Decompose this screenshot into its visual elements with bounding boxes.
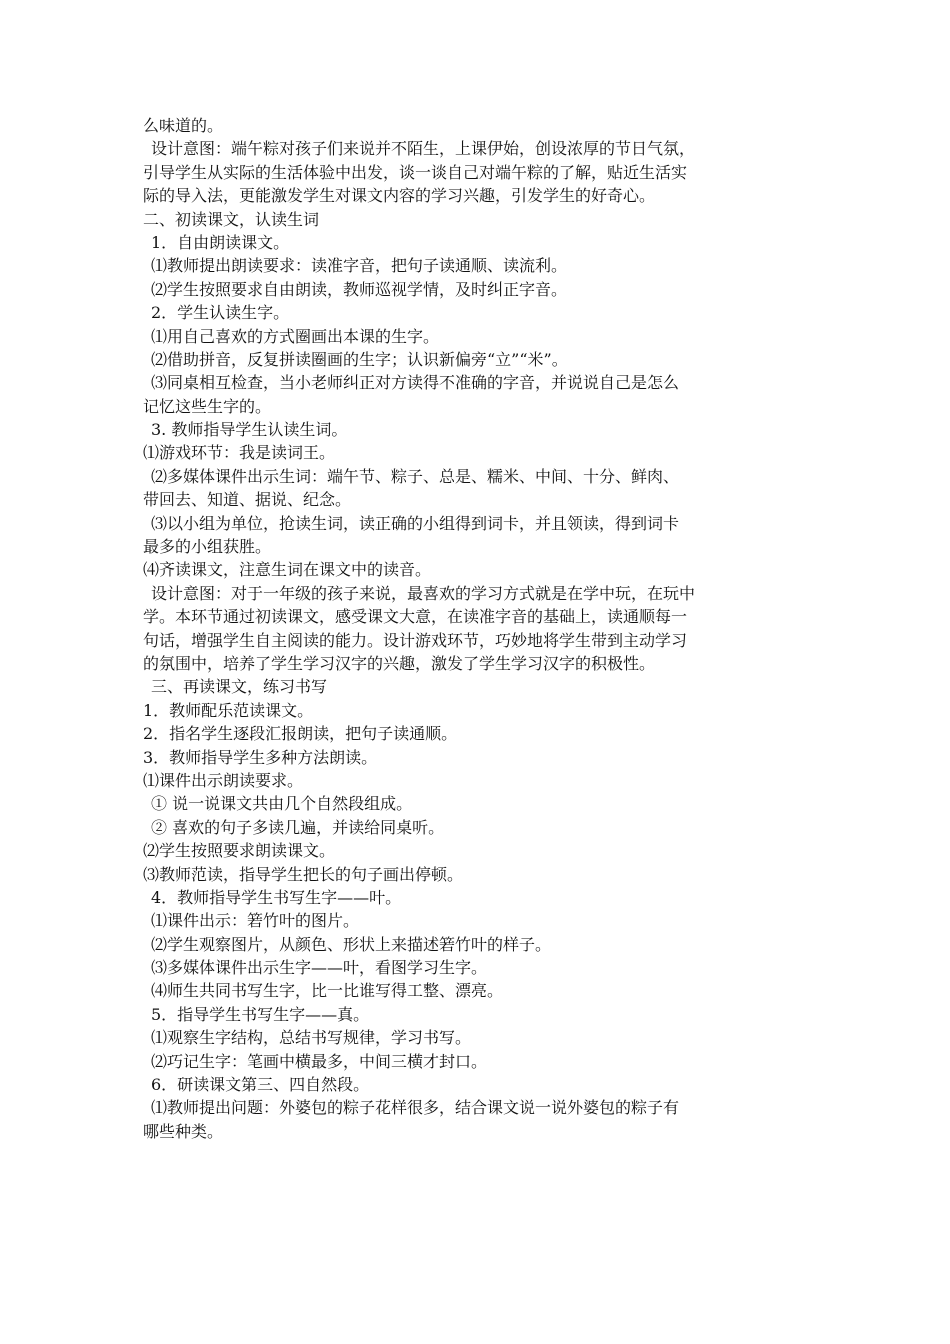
- text-line: 的氛围中，培养了学生学习汉字的兴趣，激发了学生学习汉字的积极性。: [143, 653, 656, 673]
- text-line: ⑶以小组为单位，抢读生词，读正确的小组得到词卡，并且领读，得到词卡: [151, 513, 680, 533]
- text-line: ⑵借助拼音，反复拼读圈画的生字；认识新偏旁“立”“米”。: [151, 349, 568, 369]
- section-heading: 二、初读课文，认读生词: [143, 209, 320, 229]
- text-line: ⑵学生按照要求自由朗读，教师巡视学情，及时纠正字音。: [151, 279, 568, 299]
- text-line: ⑶教师范读，指导学生把长的句子画出停顿。: [143, 864, 464, 884]
- text-line: ⑶同桌相互检查，当小老师纠正对方读得不准确的字音，并说说自己是怎么: [151, 373, 680, 393]
- text-line: 带回去、知道、据说、纪念。: [143, 490, 352, 510]
- text-line: 设计意图：端午粽对孩子们来说并不陌生，上课伊始，创设浓厚的节日气氛，: [151, 139, 696, 159]
- text-line: 设计意图：对于一年级的孩子来说，最喜欢的学习方式就是在学中玩，在玩中: [151, 583, 696, 603]
- text-line: 学。本环节通过初读课文，感受课文大意，在读准字音的基础上，读通顺每一: [143, 607, 688, 627]
- text-line: 哪些种类。: [143, 1121, 224, 1141]
- text-line: ⑴游戏环节：我是读词王。: [143, 443, 336, 463]
- text-line: 最多的小组获胜。: [143, 537, 272, 557]
- text-line: 3. 教师指导学生认读生词。: [151, 420, 348, 440]
- text-line: ⑶多媒体课件出示生字——叶，看图学习生字。: [151, 958, 488, 978]
- text-line: 3．教师指导学生多种方法朗读。: [143, 747, 378, 767]
- text-line: 1．教师配乐范读课文。: [143, 700, 314, 720]
- text-line: ⑴课件出示朗读要求。: [143, 770, 304, 790]
- text-line: 句话，增强学生自主阅读的能力。设计游戏环节，巧妙地将学生带到主动学习: [143, 630, 688, 650]
- text-line: ⑵多媒体课件出示生词：端午节、粽子、总是、糯米、中间、十分、鲜肉、: [151, 466, 680, 486]
- text-line: ⑵巧记生字：笔画中横最多，中间三横才封口。: [151, 1051, 488, 1071]
- text-line: 际的导入法，更能激发学生对课文内容的学习兴趣，引发学生的好奇心。: [143, 186, 656, 206]
- text-line: ⑵学生按照要求朗读课文。: [143, 841, 336, 861]
- text-line: 4．教师指导学生书写生字——叶。: [151, 887, 402, 907]
- section-heading: 三、再读课文，练习书写: [151, 677, 328, 697]
- text-line: ⑴教师提出朗读要求：读准字音，把句子读通顺、读流利。: [151, 256, 568, 276]
- text-line: ⑴观察生字结构，总结书写规律，学习书写。: [151, 1028, 472, 1048]
- text-line: ⑷齐读课文，注意生词在课文中的读音。: [143, 560, 432, 580]
- text-line: ⑴教师提出问题：外婆包的粽子花样很多，结合课文说一说外婆包的粽子有: [151, 1098, 680, 1118]
- text-line: 2．指名学生逐段汇报朗读，把句子读通顺。: [143, 724, 458, 744]
- text-line: 6．研读课文第三、四自然段。: [151, 1075, 370, 1095]
- text-line: ⑴课件出示：箬竹叶的图片。: [151, 911, 360, 931]
- text-line: 5．指导学生书写生字——真。: [151, 1004, 370, 1024]
- text-line: 引导学生从实际的生活体验中出发，谈一谈自己对端午粽的了解，贴近生活实: [143, 162, 688, 182]
- text-line: 1．自由朗读课文。: [151, 232, 290, 252]
- text-line: ⑵学生观察图片，从颜色、形状上来描述箬竹叶的样子。: [151, 934, 552, 954]
- text-line: 记忆这些生字的。: [143, 396, 272, 416]
- document-page: [143, 114, 813, 1143]
- text-line: 2．学生认读生字。: [151, 303, 290, 323]
- text-line: ⑴用自己喜欢的方式圈画出本课的生字。: [151, 326, 440, 346]
- text-line: ① 说一说课文共由几个自然段组成。: [151, 794, 413, 814]
- text-line: ② 喜欢的句子多读几遍，并读给同桌听。: [151, 817, 445, 837]
- text-line: 么味道的。: [143, 116, 224, 135]
- text-line: ⑷师生共同书写生字，比一比谁写得工整、漂亮。: [151, 981, 504, 1001]
